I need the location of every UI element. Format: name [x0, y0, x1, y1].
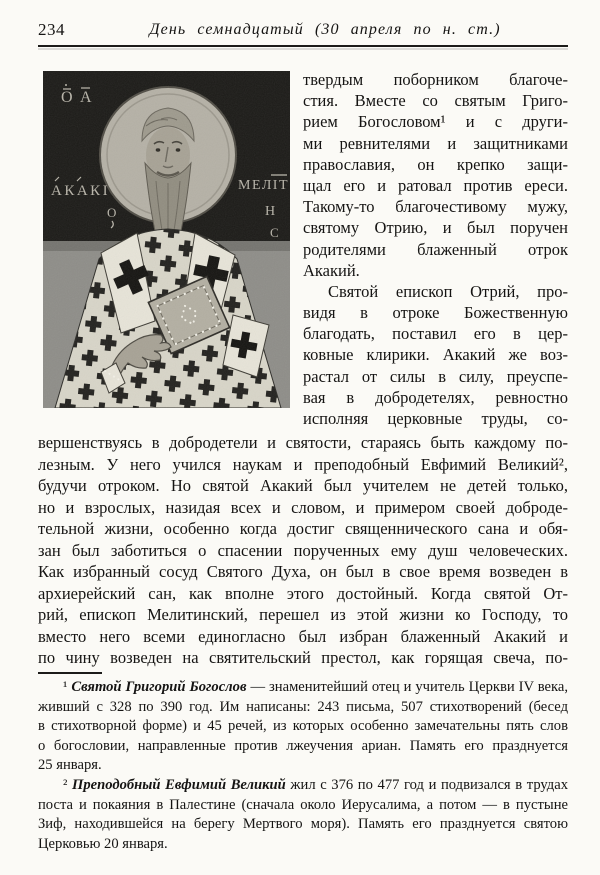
inscription-s: С [270, 225, 279, 240]
header-rule [38, 45, 568, 47]
text-line: ми ревнителями и защитниками [303, 133, 568, 153]
footnote-line: в стихотворной форме) и 45 речей, из которых особенно замечательны пять слов [38, 718, 568, 735]
footnote-2-name: Преподобный Евфимий Великий [72, 776, 286, 793]
text-line: видя в отроке Божественную [303, 303, 568, 323]
text-line: Акакий. [303, 260, 360, 280]
text-line: тельной жизни, особенно когда достиг священнического сана и обя- [38, 519, 568, 538]
inscription-n: Н [265, 204, 276, 219]
footnote-line: Зиф, находившейся на берегу Мертвого моря). Память его празднуется святою [38, 816, 568, 833]
text-line: будучи отроком. Но святой Акакий был учителем не детей только, [38, 476, 568, 495]
text-line: Как избранный сосуд Святого Духа, он был в свое время возведен в [38, 562, 568, 581]
text-line: стия. Вместе со святым Григо- [303, 91, 568, 111]
footnote-2-marker: ² [63, 776, 68, 793]
inscription-melit: МЕЛІТ [238, 178, 290, 193]
icon-of-saint-akakios [43, 71, 290, 408]
footnote-2-first-line [38, 776, 568, 796]
text-line: вместо него всеми единогласно был избран блаженный Акакий и [38, 626, 568, 646]
footnote-1-name: Святой Григорий Богослов [71, 679, 247, 695]
inscription-top-o: О [61, 89, 73, 106]
page-number: 234 [38, 20, 65, 39]
footnote-line: Церковью 20 января. [38, 835, 168, 852]
footnote-2 [38, 776, 568, 854]
text-line: вершенствуясь в добродетели и святости, стараясь быть каждому по- [38, 433, 568, 452]
body-text [38, 432, 568, 669]
footnote-line: поста и покаяния в Палестине (сначала около Иерусалима, а потом — в пустыне [38, 796, 568, 813]
text-line: рием Богословом¹ и с други- [303, 112, 568, 132]
text-line: архиерейский сан, как вполне этого достойный. Когда святой От- [38, 583, 568, 603]
inscription-o: О [107, 205, 117, 220]
footnote-1-first-line [38, 678, 568, 698]
text-line: ковные клирики. Акакий же воз- [303, 345, 568, 365]
footnote-1-text: — знаменитейший отец и учитель Церкви IV века, [250, 679, 568, 695]
inscription-top-a: А [80, 89, 92, 106]
scan-grain-overlay [43, 71, 290, 408]
footnote-line: о богословии, направленные против лжеучения ариан. Память его празднуется [38, 737, 568, 754]
text-line: исполняя церковные труды, со- [303, 409, 568, 428]
footnote-1 [38, 678, 568, 776]
text-line: зан был заботиться о спасении порученных ему душ человеческих. [38, 540, 568, 560]
text-line: вая в добродетелях, ревностно [303, 387, 568, 407]
text-line: лезным. У него учился наукам и преподобный Евфимий Великий², [38, 454, 568, 474]
text-line: Святой епископ Отрий, про- [328, 281, 568, 301]
footnote-2-text: жил с 376 по 477 год и подвизался в трудах [290, 776, 568, 793]
text-line: твердым поборником благоче- [303, 70, 568, 89]
text-line: Такому-то благочестивому мужу, [303, 197, 568, 217]
text-line: благодать, поставил его в цер- [303, 324, 568, 344]
text-line: щал его и ратовал против ереси. [303, 175, 568, 195]
footnote-line: 25 января. [38, 757, 102, 774]
text-line: но и взрослых, назидая всех и словом, и примером своей доброде- [38, 497, 568, 517]
column-text [303, 69, 568, 429]
text-line: по чину возведен на святительский престол, как горящая свеча, по- [38, 648, 568, 667]
footnote-separator [38, 672, 102, 674]
footnote-line: живший с 328 по 390 год. Им написаны: 243 письма, 507 стихотворений (бесед [38, 698, 568, 715]
text-line: растал от силы в силу, преуспе- [303, 366, 568, 386]
inscription-akaki: АКАКІ [51, 183, 111, 199]
text-line: святому Отрию, и был поручен [303, 218, 568, 238]
text-line: родителями блаженный отрок [303, 239, 568, 259]
text-line: православия, он крепко защи- [303, 154, 568, 174]
saint-icon-image [43, 71, 290, 408]
footnotes [38, 678, 568, 854]
text-line: рий, епископ Мелитинский, перешел из этой жизни ко Господу, то [38, 605, 568, 624]
footnote-1-marker: ¹ [63, 679, 68, 695]
running-header: День семнадцатый (30 апреля по н. ст.) [149, 21, 501, 38]
